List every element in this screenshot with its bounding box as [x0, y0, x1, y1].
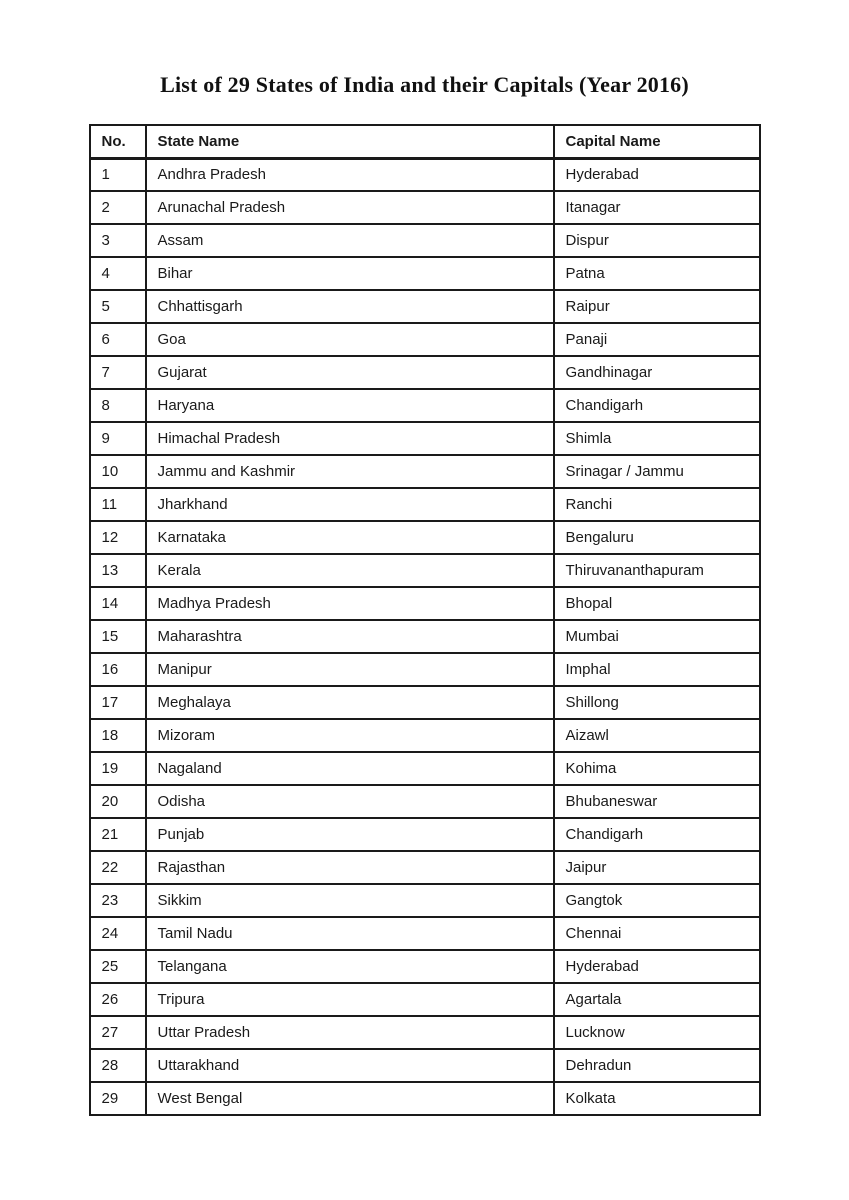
row-number-cell: 19 — [90, 752, 146, 785]
state-name-cell: Himachal Pradesh — [146, 422, 554, 455]
state-name-cell: Uttar Pradesh — [146, 1016, 554, 1049]
table-row — [90, 917, 760, 950]
capital-name-cell: Dispur — [554, 224, 760, 257]
state-name-cell: Manipur — [146, 653, 554, 686]
row-number-cell: 17 — [90, 686, 146, 719]
capital-name-cell: Gangtok — [554, 884, 760, 917]
table-row — [90, 587, 760, 620]
state-name-cell: Arunachal Pradesh — [146, 191, 554, 224]
capital-name-cell: Itanagar — [554, 191, 760, 224]
capital-name-cell: Kolkata — [554, 1082, 760, 1115]
page-title: List of 29 States of India and their Capitals (Year 2016) — [160, 72, 689, 97]
table-row — [90, 719, 760, 752]
row-number-cell: 2 — [90, 191, 146, 224]
row-number-cell: 27 — [90, 1016, 146, 1049]
state-name-cell: Andhra Pradesh — [146, 158, 554, 191]
row-number-cell: 28 — [90, 1049, 146, 1082]
column-header-no: No. — [90, 125, 146, 158]
table-row — [90, 389, 760, 422]
row-number-cell: 25 — [90, 950, 146, 983]
capital-name-cell: Ranchi — [554, 488, 760, 521]
column-header-capital-name: Capital Name — [554, 125, 760, 158]
capital-name-cell: Chandigarh — [554, 818, 760, 851]
table-row — [90, 356, 760, 389]
table-row — [90, 1082, 760, 1115]
row-number-cell: 14 — [90, 587, 146, 620]
row-number-cell: 21 — [90, 818, 146, 851]
row-number-cell: 9 — [90, 422, 146, 455]
capital-name-cell: Jaipur — [554, 851, 760, 884]
row-number-cell: 15 — [90, 620, 146, 653]
capital-name-cell: Imphal — [554, 653, 760, 686]
table-row — [90, 191, 760, 224]
row-number-cell: 29 — [90, 1082, 146, 1115]
table-row — [90, 785, 760, 818]
state-name-cell: Jharkhand — [146, 488, 554, 521]
table-row — [90, 1049, 760, 1082]
state-name-cell: Gujarat — [146, 356, 554, 389]
state-name-cell: Rajasthan — [146, 851, 554, 884]
row-number-cell: 16 — [90, 653, 146, 686]
row-number-cell: 8 — [90, 389, 146, 422]
state-name-cell: Assam — [146, 224, 554, 257]
table-row — [90, 1016, 760, 1049]
state-name-cell: Uttarakhand — [146, 1049, 554, 1082]
row-number-cell: 23 — [90, 884, 146, 917]
capital-name-cell: Chandigarh — [554, 389, 760, 422]
row-number-cell: 3 — [90, 224, 146, 257]
capital-name-cell: Lucknow — [554, 1016, 760, 1049]
state-name-cell: Punjab — [146, 818, 554, 851]
capital-name-cell: Shimla — [554, 422, 760, 455]
state-name-cell: Karnataka — [146, 521, 554, 554]
state-name-cell: Tripura — [146, 983, 554, 1016]
capital-name-cell: Gandhinagar — [554, 356, 760, 389]
state-name-cell: Madhya Pradesh — [146, 587, 554, 620]
state-name-cell: Haryana — [146, 389, 554, 422]
state-name-cell: Maharashtra — [146, 620, 554, 653]
state-name-cell: Odisha — [146, 785, 554, 818]
row-number-cell: 13 — [90, 554, 146, 587]
state-name-cell: Bihar — [146, 257, 554, 290]
state-name-cell: West Bengal — [146, 1082, 554, 1115]
row-number-cell: 24 — [90, 917, 146, 950]
table-row — [90, 257, 760, 290]
state-name-cell: Meghalaya — [146, 686, 554, 719]
row-number-cell: 11 — [90, 488, 146, 521]
state-name-cell: Telangana — [146, 950, 554, 983]
capital-name-cell: Panaji — [554, 323, 760, 356]
capital-name-cell: Hyderabad — [554, 158, 760, 191]
table-row — [90, 620, 760, 653]
state-name-cell: Kerala — [146, 554, 554, 587]
capital-name-cell: Srinagar / Jammu — [554, 455, 760, 488]
table-body — [90, 158, 760, 1115]
row-number-cell: 18 — [90, 719, 146, 752]
state-name-cell: Tamil Nadu — [146, 917, 554, 950]
state-name-cell: Chhattisgarh — [146, 290, 554, 323]
table-row — [90, 752, 760, 785]
table-row — [90, 455, 760, 488]
capital-name-cell: Bhubaneswar — [554, 785, 760, 818]
row-number-cell: 20 — [90, 785, 146, 818]
row-number-cell: 4 — [90, 257, 146, 290]
row-number-cell: 26 — [90, 983, 146, 1016]
row-number-cell: 7 — [90, 356, 146, 389]
table-row — [90, 950, 760, 983]
table-row — [90, 224, 760, 257]
table-row — [90, 323, 760, 356]
capital-name-cell: Dehradun — [554, 1049, 760, 1082]
table-row — [90, 884, 760, 917]
capital-name-cell: Chennai — [554, 917, 760, 950]
capital-name-cell: Patna — [554, 257, 760, 290]
capital-name-cell: Bhopal — [554, 587, 760, 620]
table-row — [90, 488, 760, 521]
table-row — [90, 983, 760, 1016]
row-number-cell: 1 — [90, 158, 146, 191]
capital-name-cell: Bengaluru — [554, 521, 760, 554]
row-number-cell: 12 — [90, 521, 146, 554]
capital-name-cell: Thiruvananthapuram — [554, 554, 760, 587]
table-row — [90, 818, 760, 851]
capital-name-cell: Hyderabad — [554, 950, 760, 983]
column-header-state-name: State Name — [146, 125, 554, 158]
table-row — [90, 653, 760, 686]
state-name-cell: Mizoram — [146, 719, 554, 752]
capital-name-cell: Aizawl — [554, 719, 760, 752]
table-row — [90, 422, 760, 455]
row-number-cell: 22 — [90, 851, 146, 884]
state-name-cell: Sikkim — [146, 884, 554, 917]
table-header — [90, 125, 760, 158]
state-name-cell: Jammu and Kashmir — [146, 455, 554, 488]
table-row — [90, 290, 760, 323]
table-row — [90, 521, 760, 554]
capital-name-cell: Agartala — [554, 983, 760, 1016]
row-number-cell: 5 — [90, 290, 146, 323]
capital-name-cell: Kohima — [554, 752, 760, 785]
states-capitals-table — [89, 124, 761, 1116]
table-row — [90, 554, 760, 587]
state-name-cell: Nagaland — [146, 752, 554, 785]
row-number-cell: 10 — [90, 455, 146, 488]
capital-name-cell: Mumbai — [554, 620, 760, 653]
table-header-row — [90, 125, 760, 158]
capital-name-cell: Raipur — [554, 290, 760, 323]
table-row — [90, 851, 760, 884]
table-row — [90, 686, 760, 719]
row-number-cell: 6 — [90, 323, 146, 356]
state-name-cell: Goa — [146, 323, 554, 356]
capital-name-cell: Shillong — [554, 686, 760, 719]
table-row — [90, 158, 760, 191]
